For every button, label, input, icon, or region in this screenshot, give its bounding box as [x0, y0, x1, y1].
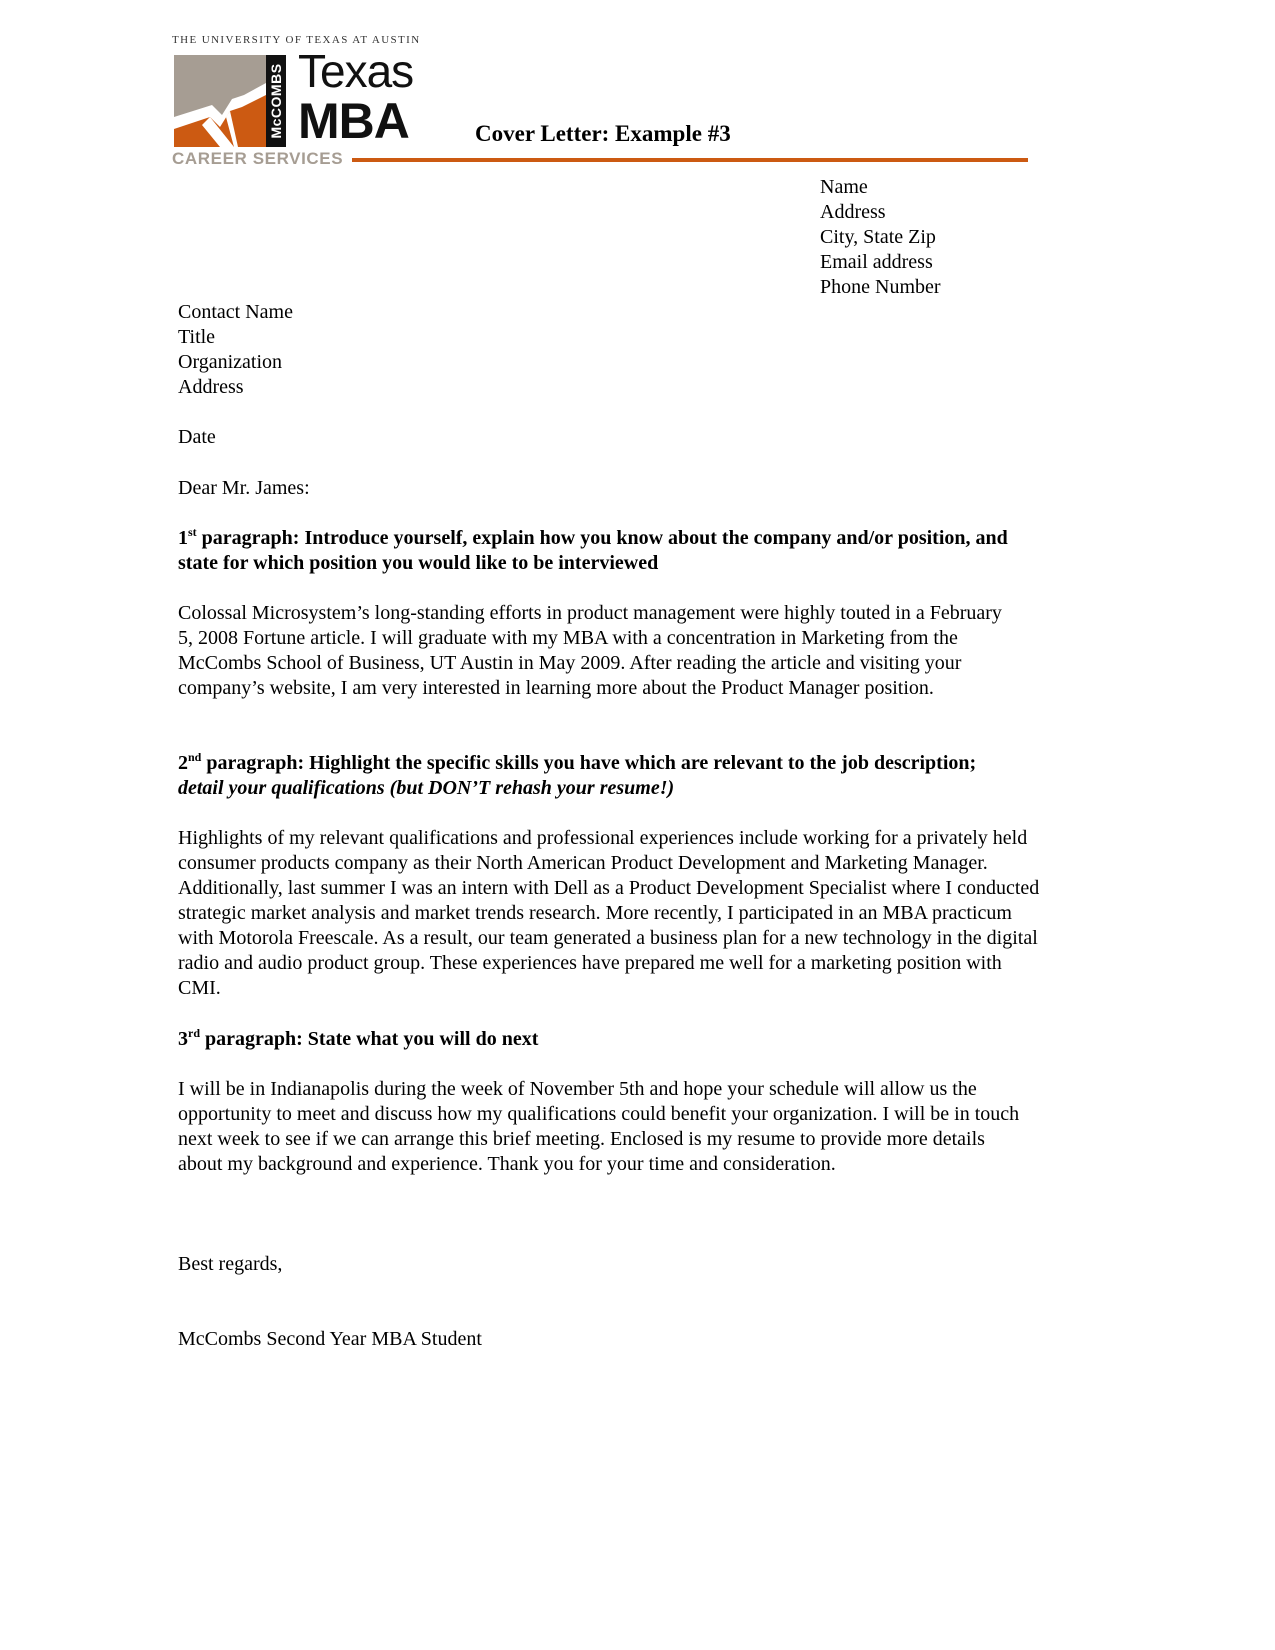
section-3-heading	[178, 1027, 1048, 1052]
logo-mark-icon	[174, 55, 296, 147]
logo-career-services-text: CAREER SERVICES	[172, 149, 344, 168]
letter-date: Date	[178, 426, 216, 448]
section-1-heading-text: paragraph: Introduce yourself, explain how you know about the company and/or position, and state for which position you would like to be interviewed	[178, 527, 1008, 574]
sender-address: Address	[820, 201, 886, 223]
section-2-heading	[178, 751, 1043, 801]
logo-mccombs-text: McCOMBS	[268, 63, 284, 139]
recipient-address: Address	[178, 376, 244, 398]
logo-mba-text: MBA	[298, 93, 409, 149]
section-1-heading-sup: st	[188, 525, 197, 539]
logo-university-text: THE UNIVERSITY OF TEXAS AT AUSTIN	[172, 34, 421, 46]
section-3-heading-num: 3	[178, 1028, 188, 1050]
logo-texas-text: Texas	[298, 45, 414, 97]
recipient-address-block	[178, 300, 293, 400]
recipient-title: Title	[178, 326, 216, 348]
section-2-heading-num: 2	[178, 752, 188, 774]
sender-city-state-zip: City, State Zip	[820, 226, 936, 248]
section-2-heading-italic: detail your qualifications (but DON’T rehash your resume!)	[178, 777, 675, 799]
sender-phone: Phone Number	[820, 276, 941, 298]
section-2-heading-text: paragraph: Highlight the specific skills you have which are relevant to the job description;	[201, 752, 977, 774]
sender-email: Email address	[820, 251, 933, 273]
mountain-graphic-icon	[174, 55, 266, 147]
section-1-body: Colossal Microsystem’s long-standing efforts in product management were highly touted in a February 5, 2008 Fortune article. I will graduate with my MBA with a concentration in Marketing from the McCombs School of Business, UT Austin in May 2009. After reading the article and visiting your company’s website, I am very interested in learning more about the Product Manager position.	[178, 602, 1002, 699]
closing: Best regards,	[178, 1253, 283, 1275]
section-3-heading-text: paragraph: State what you will do next	[200, 1028, 539, 1050]
section-1-heading-num: 1	[178, 527, 188, 549]
header-divider	[352, 158, 1028, 162]
document-title: Cover Letter: Example #3	[475, 121, 731, 146]
sender-name: Name	[820, 176, 868, 198]
section-2-body: Highlights of my relevant qualifications and professional experiences include working for a privately held consumer products company as their North American Product Development and Marketing Manager. Additionally, last summer I was an intern with Dell as a Product Development Specialist where I conducted strategic market analysis and market trends research. More recently, I participated in an MBA practicum with Motorola Freescale. As a result, our team generated a business plan for a new technology in the digital radio and audio product group. These experiences have prepared me well for a marketing position with CMI.	[178, 827, 1040, 999]
section-1-heading	[178, 526, 1043, 576]
sender-address-block	[820, 175, 941, 300]
section-3-body: I will be in Indianapolis during the week of November 5th and hope your schedule will allow us the opportunity to meet and discuss how my qualifications could benefit your organization. I will be in touch next week to see if we can arrange this brief meeting. Enclosed is my resume to provide more details about my background and experience. Thank you for your time and consideration.	[178, 1078, 1020, 1175]
texas-mba-career-services-logo	[172, 34, 432, 174]
section-3-heading-sup: rd	[188, 1026, 200, 1040]
section-2-heading-sup: nd	[188, 750, 202, 764]
salutation: Dear Mr. James:	[178, 477, 310, 499]
signature: McCombs Second Year MBA Student	[178, 1328, 482, 1350]
recipient-contact-name: Contact Name	[178, 301, 293, 323]
recipient-organization: Organization	[178, 351, 283, 373]
